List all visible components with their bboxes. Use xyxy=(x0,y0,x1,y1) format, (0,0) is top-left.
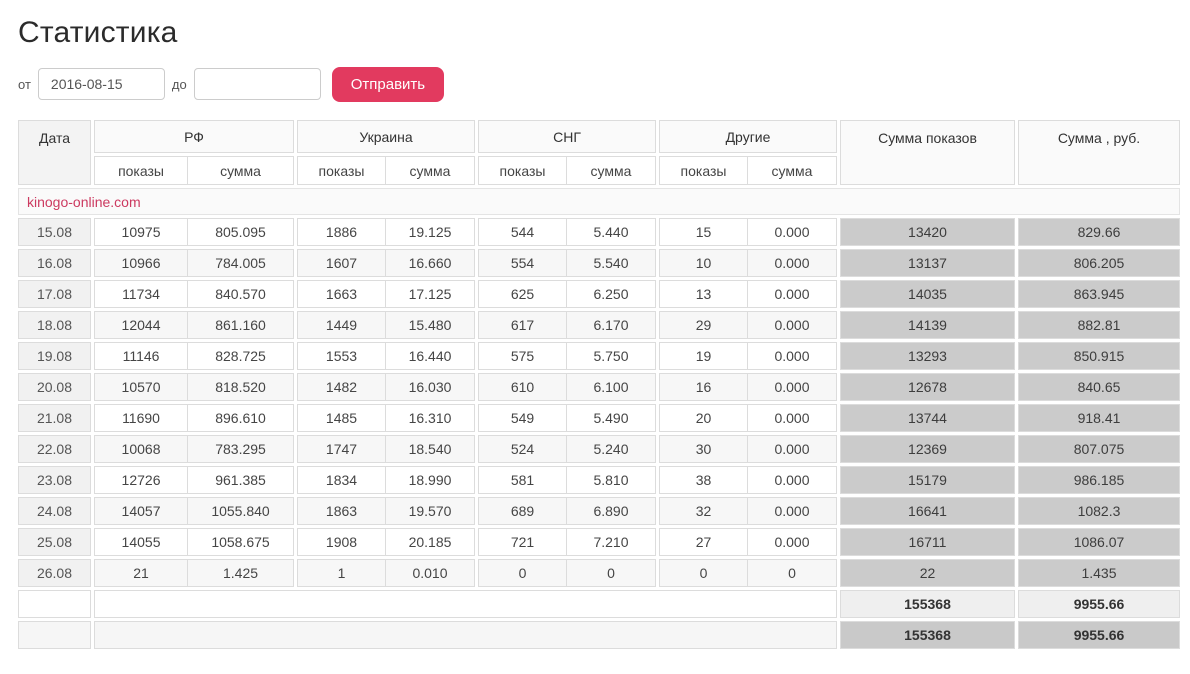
total-shows-cell: 13293 xyxy=(840,342,1015,370)
total-rub-cell: 850.915 xyxy=(1018,342,1180,370)
table-row xyxy=(18,528,1180,556)
date-cell: 16.08 xyxy=(18,249,91,277)
other-group-cell xyxy=(659,559,837,587)
sng-shows-cell: 544 xyxy=(479,219,567,245)
ukraine-shows-cell: 1886 xyxy=(298,219,386,245)
other-group-cell xyxy=(659,466,837,494)
sng-shows-cell: 617 xyxy=(479,312,567,338)
ukraine-shows-cell: 1 xyxy=(298,560,386,586)
sng-group-cell xyxy=(478,559,656,587)
date-cell: 25.08 xyxy=(18,528,91,556)
table-row xyxy=(18,466,1180,494)
total-shows-cell: 14035 xyxy=(840,280,1015,308)
ukraine-sum-cell: 19.570 xyxy=(408,503,452,519)
footer-total-rub-cell: 9955.66 xyxy=(1018,621,1180,649)
rf-sum-cell: 961.385 xyxy=(215,472,266,488)
sng-shows-cell: 549 xyxy=(479,405,567,431)
rf-sum-cell: 828.725 xyxy=(215,348,266,364)
other-group-cell xyxy=(659,249,837,277)
date-cell: 26.08 xyxy=(18,559,91,587)
total-shows-cell: 16711 xyxy=(840,528,1015,556)
footer-total-shows-cell: 155368 xyxy=(840,621,1015,649)
rf-group-cell xyxy=(94,528,294,556)
ukraine-sum-cell: 18.990 xyxy=(408,472,452,488)
header-date: Дата xyxy=(18,120,91,185)
sng-sum-cell: 6.890 xyxy=(593,503,629,519)
date-cell: 19.08 xyxy=(18,342,91,370)
sng-shows-cell: 554 xyxy=(479,250,567,276)
to-label: до xyxy=(171,76,187,92)
other-shows-cell: 19 xyxy=(660,343,748,369)
sng-sum-cell: 5.750 xyxy=(593,348,629,364)
footer-span-cell xyxy=(94,621,837,649)
rf-group-cell xyxy=(94,435,294,463)
sng-shows-cell: 575 xyxy=(479,343,567,369)
ukraine-sum-cell: 19.125 xyxy=(408,224,452,240)
other-shows-cell: 20 xyxy=(660,405,748,431)
other-group-cell xyxy=(659,435,837,463)
header-sng-sum: сумма xyxy=(590,162,632,179)
total-rub-cell: 840.65 xyxy=(1018,373,1180,401)
ukraine-shows-cell: 1908 xyxy=(298,529,386,555)
rf-shows-cell: 11690 xyxy=(95,405,188,431)
ukraine-group-cell xyxy=(297,373,475,401)
other-sum-cell: 0.000 xyxy=(774,534,810,550)
ukraine-sum-cell: 16.660 xyxy=(408,255,452,271)
ukraine-sum-cell: 16.310 xyxy=(408,410,452,426)
rf-group-cell xyxy=(94,218,294,246)
rf-sum-cell: 784.005 xyxy=(215,255,266,271)
rf-sum-cell: 1058.675 xyxy=(211,534,270,550)
ukraine-shows-cell: 1482 xyxy=(298,374,386,400)
ukraine-group-cell xyxy=(297,280,475,308)
date-cell: 22.08 xyxy=(18,435,91,463)
header-total-rub: Сумма , руб. xyxy=(1018,120,1180,185)
other-sum-cell: 0.000 xyxy=(774,441,810,457)
other-shows-cell: 29 xyxy=(660,312,748,338)
header-other-sub xyxy=(659,156,837,185)
total-shows-cell: 13137 xyxy=(840,249,1015,277)
rf-sum-cell: 861.160 xyxy=(215,317,266,333)
sng-group-cell xyxy=(478,218,656,246)
other-group-cell xyxy=(659,497,837,525)
sng-group-cell xyxy=(478,466,656,494)
total-rub-cell: 986.185 xyxy=(1018,466,1180,494)
header-sng-label: СНГ xyxy=(478,120,656,153)
sng-sum-cell: 5.810 xyxy=(593,472,629,488)
table-row xyxy=(18,559,1180,587)
other-group-cell xyxy=(659,528,837,556)
total-shows-cell: 13420 xyxy=(840,218,1015,246)
date-filter-bar xyxy=(18,66,1172,102)
rf-shows-cell: 12726 xyxy=(95,467,188,493)
ukraine-group-cell xyxy=(297,404,475,432)
sng-group-cell xyxy=(478,404,656,432)
ukraine-shows-cell: 1863 xyxy=(298,498,386,524)
from-label: от xyxy=(18,76,31,92)
total-shows-cell: 14139 xyxy=(840,311,1015,339)
rf-sum-cell: 1055.840 xyxy=(211,503,270,519)
ukraine-sum-cell: 16.440 xyxy=(408,348,452,364)
footer-date-cell xyxy=(18,621,91,649)
rf-shows-cell: 12044 xyxy=(95,312,188,338)
date-to-input[interactable] xyxy=(194,68,321,100)
sng-group-cell xyxy=(478,528,656,556)
rf-group-cell xyxy=(94,249,294,277)
sng-shows-cell: 610 xyxy=(479,374,567,400)
total-rub-cell: 1082.3 xyxy=(1018,497,1180,525)
other-sum-cell: 0 xyxy=(788,565,796,581)
header-group-sng xyxy=(478,120,656,185)
other-sum-cell: 0.000 xyxy=(774,410,810,426)
sng-group-cell xyxy=(478,497,656,525)
other-sum-cell: 0.000 xyxy=(774,503,810,519)
page-title: Статистика xyxy=(18,16,178,49)
total-rub-cell: 1086.07 xyxy=(1018,528,1180,556)
rf-group-cell xyxy=(94,404,294,432)
rf-shows-cell: 10068 xyxy=(95,436,188,462)
date-from-input[interactable] xyxy=(38,68,165,100)
rf-sum-cell: 818.520 xyxy=(215,379,266,395)
rf-group-cell xyxy=(94,559,294,587)
sng-shows-cell: 625 xyxy=(479,281,567,307)
other-sum-cell: 0.000 xyxy=(774,379,810,395)
table-row xyxy=(18,435,1180,463)
sng-sum-cell: 5.240 xyxy=(593,441,629,457)
table-row xyxy=(18,218,1180,246)
submit-button[interactable]: Отправить xyxy=(332,67,444,102)
other-sum-cell: 0.000 xyxy=(774,286,810,302)
rf-shows-cell: 14057 xyxy=(95,498,188,524)
ukraine-group-cell xyxy=(297,249,475,277)
total-rub-cell: 918.41 xyxy=(1018,404,1180,432)
date-cell: 24.08 xyxy=(18,497,91,525)
other-sum-cell: 0.000 xyxy=(774,317,810,333)
stats-table xyxy=(18,120,1180,649)
total-shows-cell: 12678 xyxy=(840,373,1015,401)
ukraine-shows-cell: 1607 xyxy=(298,250,386,276)
footer-row-grand-total xyxy=(18,621,1180,649)
rf-group-cell xyxy=(94,280,294,308)
other-shows-cell: 38 xyxy=(660,467,748,493)
other-sum-cell: 0.000 xyxy=(774,224,810,240)
date-cell: 20.08 xyxy=(18,373,91,401)
sng-sum-cell: 6.250 xyxy=(593,286,629,302)
footer-total-rub-cell: 9955.66 xyxy=(1018,590,1180,618)
footer-row-subtotal xyxy=(18,590,1180,618)
header-rf-sum: сумма xyxy=(220,162,261,179)
ukraine-group-cell xyxy=(297,528,475,556)
ukraine-sum-cell: 16.030 xyxy=(408,379,452,395)
total-shows-cell: 22 xyxy=(840,559,1015,587)
header-rf-sub xyxy=(94,156,294,185)
rf-sum-cell: 896.610 xyxy=(215,410,266,426)
header-sng-sub xyxy=(478,156,656,185)
sng-sum-cell: 5.490 xyxy=(593,410,629,426)
ukraine-shows-cell: 1553 xyxy=(298,343,386,369)
total-rub-cell: 807.075 xyxy=(1018,435,1180,463)
sng-shows-cell: 524 xyxy=(479,436,567,462)
sng-group-cell xyxy=(478,311,656,339)
rf-shows-cell: 11734 xyxy=(95,281,188,307)
other-sum-cell: 0.000 xyxy=(774,255,810,271)
other-shows-cell: 32 xyxy=(660,498,748,524)
rf-sum-cell: 840.570 xyxy=(215,286,266,302)
table-row xyxy=(18,497,1180,525)
total-rub-cell: 829.66 xyxy=(1018,218,1180,246)
sng-sum-cell: 5.440 xyxy=(593,224,629,240)
rf-shows-cell: 10975 xyxy=(95,219,188,245)
sng-group-cell xyxy=(478,249,656,277)
header-other-sum: сумма xyxy=(771,162,813,179)
rf-group-cell xyxy=(94,466,294,494)
rf-group-cell xyxy=(94,373,294,401)
ukraine-shows-cell: 1485 xyxy=(298,405,386,431)
footer-date-cell xyxy=(18,590,91,618)
rf-shows-cell: 21 xyxy=(95,560,188,586)
rf-group-cell xyxy=(94,342,294,370)
total-rub-cell: 1.435 xyxy=(1018,559,1180,587)
table-row xyxy=(18,373,1180,401)
header-group-other xyxy=(659,120,837,185)
rf-group-cell xyxy=(94,311,294,339)
table-header xyxy=(18,120,1180,185)
sng-shows-cell: 689 xyxy=(479,498,567,524)
ukraine-group-cell xyxy=(297,466,475,494)
ukraine-sum-cell: 18.540 xyxy=(408,441,452,457)
header-group-rf xyxy=(94,120,294,185)
sng-sum-cell: 5.540 xyxy=(593,255,629,271)
ukraine-group-cell xyxy=(297,218,475,246)
ukraine-shows-cell: 1834 xyxy=(298,467,386,493)
ukraine-group-cell xyxy=(297,342,475,370)
header-ukraine-shows: показы xyxy=(298,157,386,184)
sng-group-cell xyxy=(478,342,656,370)
site-link[interactable]: kinogo-online.com xyxy=(18,188,1180,215)
header-rf-label: РФ xyxy=(94,120,294,153)
other-shows-cell: 10 xyxy=(660,250,748,276)
ukraine-shows-cell: 1449 xyxy=(298,312,386,338)
header-other-label: Другие xyxy=(659,120,837,153)
sng-sum-cell: 6.170 xyxy=(593,317,629,333)
rf-sum-cell: 1.425 xyxy=(223,565,259,581)
table-row xyxy=(18,342,1180,370)
table-row xyxy=(18,249,1180,277)
table-row xyxy=(18,404,1180,432)
other-group-cell xyxy=(659,373,837,401)
total-rub-cell: 806.205 xyxy=(1018,249,1180,277)
date-cell: 18.08 xyxy=(18,311,91,339)
rf-group-cell xyxy=(94,497,294,525)
total-shows-cell: 15179 xyxy=(840,466,1015,494)
other-group-cell xyxy=(659,280,837,308)
header-ukraine-sum: сумма xyxy=(409,162,451,179)
rf-sum-cell: 805.095 xyxy=(215,224,266,240)
header-total-shows: Сумма показов xyxy=(840,120,1015,185)
rf-shows-cell: 14055 xyxy=(95,529,188,555)
sng-shows-cell: 581 xyxy=(479,467,567,493)
sng-sum-cell: 7.210 xyxy=(593,534,629,550)
ukraine-sum-cell: 17.125 xyxy=(408,286,452,302)
table-row xyxy=(18,280,1180,308)
sng-group-cell xyxy=(478,280,656,308)
ukraine-shows-cell: 1747 xyxy=(298,436,386,462)
rf-shows-cell: 11146 xyxy=(95,343,188,369)
sng-group-cell xyxy=(478,373,656,401)
header-sng-shows: показы xyxy=(479,157,567,184)
total-rub-cell: 863.945 xyxy=(1018,280,1180,308)
date-cell: 23.08 xyxy=(18,466,91,494)
table-row xyxy=(18,311,1180,339)
other-group-cell xyxy=(659,311,837,339)
header-other-shows: показы xyxy=(660,157,748,184)
ukraine-group-cell xyxy=(297,559,475,587)
other-shows-cell: 13 xyxy=(660,281,748,307)
footer-total-shows-cell: 155368 xyxy=(840,590,1015,618)
other-shows-cell: 15 xyxy=(660,219,748,245)
table-body xyxy=(18,218,1180,587)
other-group-cell xyxy=(659,404,837,432)
rf-shows-cell: 10570 xyxy=(95,374,188,400)
ukraine-group-cell xyxy=(297,311,475,339)
ukraine-sum-cell: 20.185 xyxy=(408,534,452,550)
date-cell: 15.08 xyxy=(18,218,91,246)
other-shows-cell: 0 xyxy=(660,560,748,586)
other-sum-cell: 0.000 xyxy=(774,472,810,488)
other-shows-cell: 16 xyxy=(660,374,748,400)
total-shows-cell: 16641 xyxy=(840,497,1015,525)
header-rf-shows: показы xyxy=(95,157,188,184)
sng-sum-cell: 6.100 xyxy=(593,379,629,395)
sng-shows-cell: 721 xyxy=(479,529,567,555)
total-shows-cell: 12369 xyxy=(840,435,1015,463)
sng-sum-cell: 0 xyxy=(607,565,615,581)
ukraine-group-cell xyxy=(297,497,475,525)
other-shows-cell: 27 xyxy=(660,529,748,555)
header-group-ukraine xyxy=(297,120,475,185)
sng-group-cell xyxy=(478,435,656,463)
header-ukraine-sub xyxy=(297,156,475,185)
total-rub-cell: 882.81 xyxy=(1018,311,1180,339)
ukraine-sum-cell: 15.480 xyxy=(408,317,452,333)
rf-sum-cell: 783.295 xyxy=(215,441,266,457)
date-cell: 21.08 xyxy=(18,404,91,432)
other-group-cell xyxy=(659,342,837,370)
ukraine-sum-cell: 0.010 xyxy=(412,565,448,581)
ukraine-shows-cell: 1663 xyxy=(298,281,386,307)
header-ukraine-label: Украина xyxy=(297,120,475,153)
other-group-cell xyxy=(659,218,837,246)
other-shows-cell: 30 xyxy=(660,436,748,462)
footer-span-cell xyxy=(94,590,837,618)
rf-shows-cell: 10966 xyxy=(95,250,188,276)
date-cell: 17.08 xyxy=(18,280,91,308)
other-sum-cell: 0.000 xyxy=(774,348,810,364)
ukraine-group-cell xyxy=(297,435,475,463)
total-shows-cell: 13744 xyxy=(840,404,1015,432)
sng-shows-cell: 0 xyxy=(479,560,567,586)
